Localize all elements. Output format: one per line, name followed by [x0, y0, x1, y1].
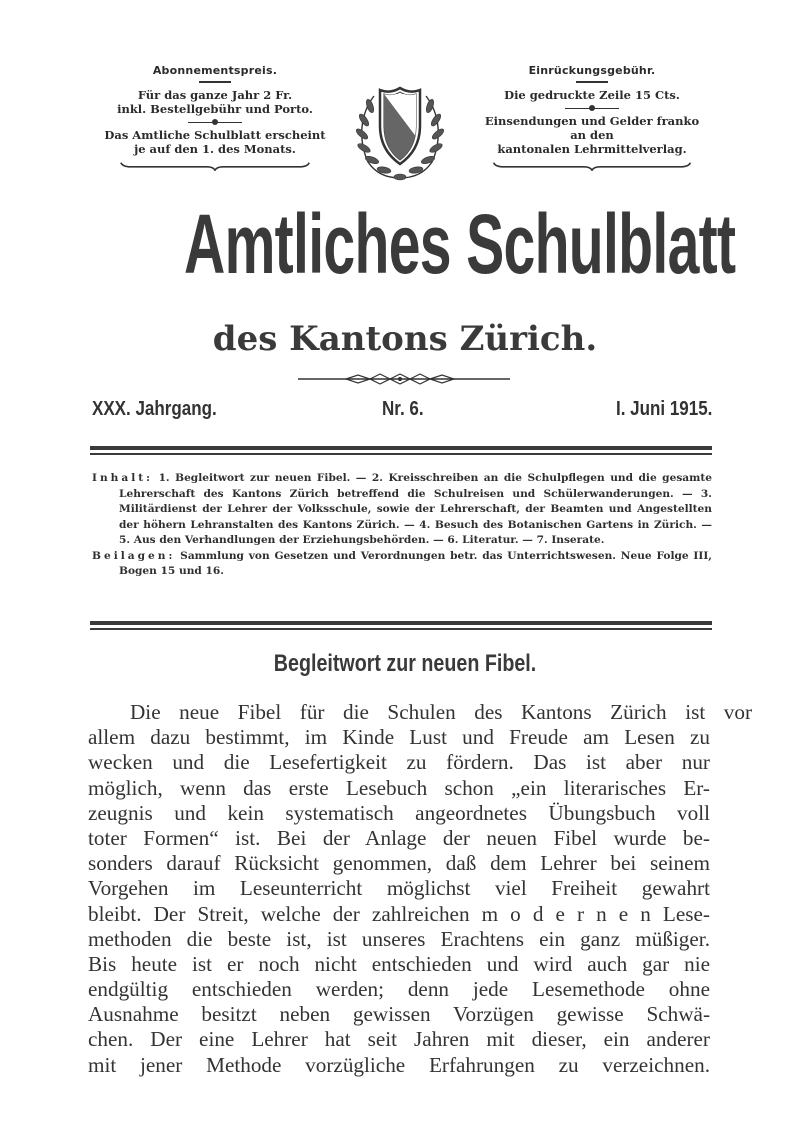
- contents-entry: [92, 471, 712, 549]
- body-line: Vorgehen im Leseunterricht möglichst viel Freiheit gewahrt: [88, 876, 710, 901]
- volume-label: XXX. Jahrgang.: [92, 398, 217, 420]
- subscription-line: inkl. Bestellgebühr und Porto.: [117, 101, 313, 116]
- contents-label: Inhalt:: [92, 472, 154, 484]
- contents-text: 1. Begleitwort zur neuen Fibel. — 2. Kreisschreiben an die Schulpflegen und die gesamte Lehrerschaft des Kantons Zürich betreffend die Schulreisen und Schülerwanderungen. — 3. Militärdienst der Lehrer der Volksschule, sowie der Lehrerschaft, der Beamten und Angestellten der höhern Lehranstalten des Kantons Zürich. — 4. Besuch des Botanischen Gartens in Zürich. — 5. Aus den Verhandlungen der Erziehungsbehörden. — 6. Literatur. — 7. Inserate.: [119, 472, 712, 546]
- coat-of-arms-icon: [344, 78, 456, 184]
- subscription-box: [100, 64, 330, 175]
- submission-line: kantonalen Lehrmittelverlag.: [497, 141, 687, 156]
- body-line: methoden die beste ist, ist unseres Erachtens ein ganz müßiger.: [88, 926, 710, 951]
- issue-date: I. Juni 1915.: [615, 398, 712, 420]
- supplement-line: Neue Folge III, Bogen 15 und 16.: [119, 549, 712, 577]
- body-line: Bis heute ist er noch nicht entschieden und wird auch gar nie: [88, 951, 710, 976]
- masthead-subtitle: des Kantons Zürich.: [212, 319, 598, 359]
- body-line: Ausnahme besitzt neben gewissen Vorzügen gewisse Schwä-: [88, 1002, 710, 1027]
- body-line: zeugnis und kein systematisch angeordnetes Übungsbuch voll: [88, 800, 710, 825]
- dot-divider: [188, 118, 242, 127]
- subscription-heading: Abonnementspreis.: [152, 64, 278, 77]
- divider: [576, 81, 608, 83]
- body-line: mit jener Methode vorzügliche Erfahrungen zu verzeichnen.: [88, 1052, 710, 1077]
- body-line: allem dazu bestimmt, im Kinde Lust und Freude am Lesen zu: [88, 725, 710, 750]
- divider: [199, 81, 231, 83]
- table-of-contents: [92, 471, 712, 580]
- brace-divider: [472, 161, 712, 171]
- rule-thick: [90, 621, 712, 625]
- body-line: Die neue Fibel für die Schulen des Kantons Zürich ist vor: [130, 700, 752, 724]
- masthead-title: Amtliches Schulblatt: [184, 197, 736, 291]
- body-line: sonders darauf Rücksicht genommen, daß dem Lehrer bei seinem: [88, 851, 710, 876]
- advertising-box: [472, 64, 712, 175]
- rule-thin: [90, 453, 712, 455]
- article-body: [88, 700, 752, 1078]
- publication-line: Das Amtliche Schulblatt erscheint: [104, 127, 326, 142]
- body-line: endgültig entschieden werden; denn jede Lesemethode ohne: [88, 977, 710, 1002]
- article-title: [80, 650, 730, 678]
- publication-line: je auf den 1. des Monats.: [134, 141, 296, 156]
- article-title-text: Begleitwort zur neuen Fibel.: [273, 650, 537, 677]
- body-line: wecken und die Lesefertigkeit zu fördern. Das ist aber nur: [88, 750, 710, 775]
- supplement-entry: [92, 549, 712, 580]
- issue-number: Nr. 6.: [382, 398, 424, 420]
- advertising-heading: Einrückungsgebühr.: [528, 64, 656, 77]
- body-line: bleibt. Der Streit, welche der zahlreichen m o d e r n e n Lese-: [88, 901, 710, 926]
- supplement-line: Sammlung von Gesetzen und Verordnungen betr. das Unterrichtswesen.: [180, 549, 616, 562]
- submission-line: an den: [570, 127, 614, 142]
- advertising-line: Die gedruckte Zeile 15 Cts.: [504, 87, 680, 102]
- body-line: toter Formen“ ist. Bei der Anlage der neuen Fibel wurde be-: [88, 825, 710, 850]
- supplement-label: Beilagen:: [92, 549, 176, 562]
- body-line: chen. Der eine Lehrer hat seit Jahren mit dieser, ein anderer: [88, 1027, 710, 1052]
- submission-line: Einsendungen und Gelder franko: [484, 113, 700, 128]
- ornament-divider: [296, 372, 512, 386]
- rule-thick: [90, 446, 712, 450]
- brace-divider: [100, 161, 330, 171]
- dot-divider: [565, 104, 619, 113]
- rule-thin: [90, 628, 712, 630]
- subscription-line: Für das ganze Jahr 2 Fr.: [137, 87, 293, 102]
- body-line: möglich, wenn das erste Lesebuch schon „ein literarisches Er-: [88, 775, 710, 800]
